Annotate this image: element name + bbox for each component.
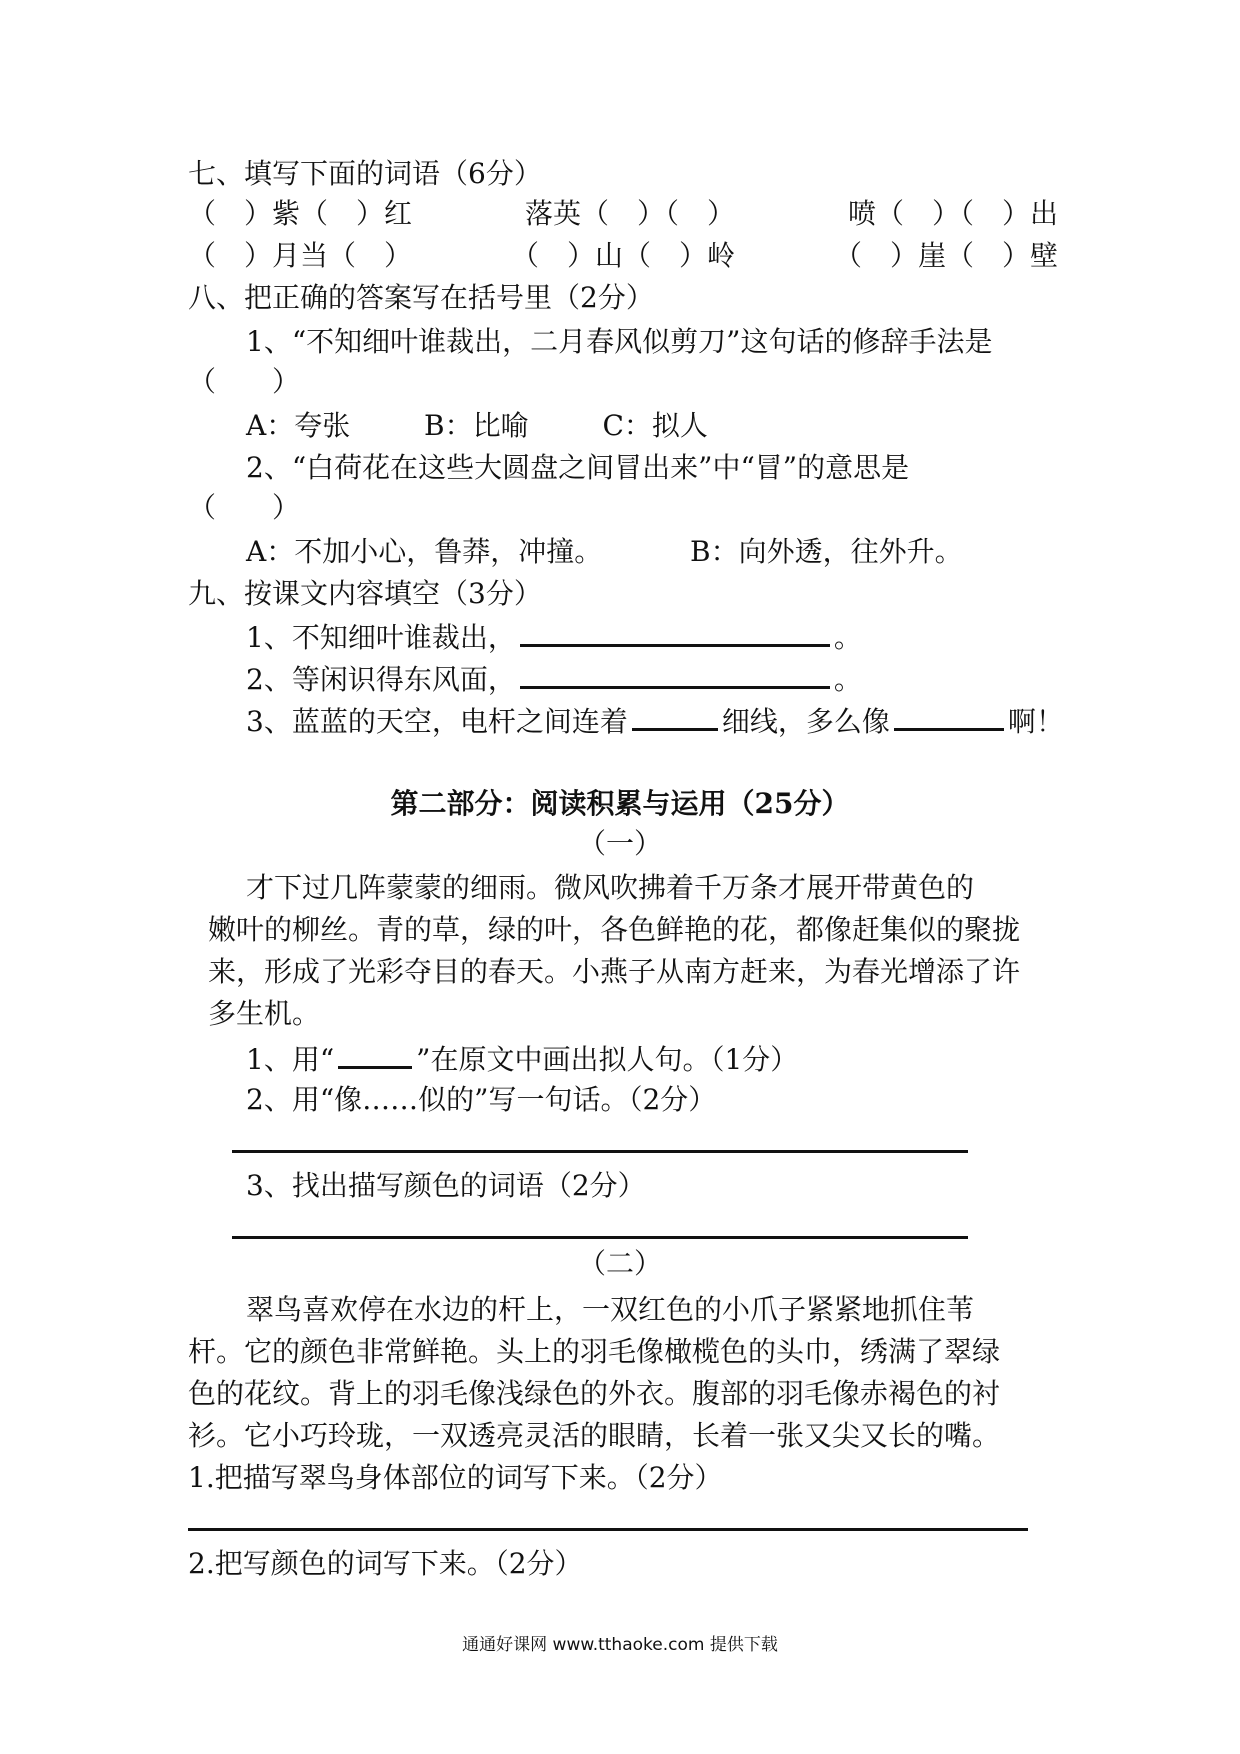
question-text: 细线，多么像 — [721, 705, 890, 738]
section-8-q2-options — [246, 534, 963, 570]
passage-1-question-3: 3、找出描写颜色的词语（2分） — [246, 1169, 646, 1202]
question-text: 3、蓝蓝的天空，电杆之间连着 — [246, 705, 628, 738]
answer-line[interactable] — [632, 702, 718, 731]
blank-phrase: 落英（ ）（ ） — [524, 197, 735, 230]
blank-phrase: （ ）月当（ ） — [188, 239, 413, 272]
blank-phrase: 喷（ ）（ ）出 — [847, 197, 1058, 230]
passage-1-question-1 — [246, 1040, 798, 1078]
option-b: B：向外透，往外升。 — [690, 535, 963, 568]
passage-1-line: 多生机。 — [208, 997, 321, 1030]
section-8-q1-options — [246, 408, 708, 444]
page-footer: 通通好课网 www.tthaoke.com 提供下载 — [462, 1635, 778, 1655]
section-9-title: 九、按课文内容填空（3分） — [188, 577, 542, 610]
option-b: B：比喻 — [424, 409, 529, 442]
question-text: ”在原文中画出拟人句。（1分） — [416, 1043, 799, 1076]
answer-paren: （ ） — [188, 365, 301, 398]
passage-1-line: 嫩叶的柳丝。青的草，绿的叶，各色鲜艳的花，都像赶集似的聚拢 — [208, 913, 1021, 946]
answer-line[interactable] — [520, 618, 830, 647]
section-7-title: 七、填写下面的词语（6分） — [188, 157, 542, 190]
passage-2-line: 色的花纹。背上的羽毛像浅绿色的外衣。腹部的羽毛像赤褐色的衬 — [188, 1377, 1001, 1410]
option-a: A：夸张 — [246, 409, 351, 442]
blank-phrase: （ ）山（ ）岭 — [510, 239, 735, 272]
passage-1-label: （一） — [577, 827, 662, 860]
section-7-row-2 — [188, 238, 1058, 274]
passage-1-question-2: 2、用“像……似的”写一句话。（2分） — [246, 1083, 717, 1116]
passage-2-question-2: 2.把写颜色的词写下来。（2分） — [188, 1547, 583, 1580]
section-9-question-1 — [246, 618, 862, 656]
answer-line[interactable] — [188, 1528, 1028, 1531]
answer-line[interactable] — [894, 702, 1004, 731]
question-text: 2、等闲识得东风面， — [246, 663, 516, 696]
section-9-question-3 — [246, 702, 1064, 740]
question-text: 1、用“ — [246, 1043, 335, 1076]
section-8-question-2: 2、“白荷花在这些大圆盘之间冒出来”中“冒”的意思是 — [246, 451, 910, 484]
part-2-title: 第二部分：阅读积累与运用（25分） — [390, 787, 850, 820]
question-text: 。 — [833, 663, 862, 696]
passage-1-line: 来，形成了光彩夺目的春天。小燕子从南方赶来，为春光增添了许 — [208, 955, 1021, 988]
section-8-question-1: 1、“不知细叶谁裁出，二月春风似剪刀”这句话的修辞手法是 — [246, 325, 993, 358]
question-text: 。 — [833, 621, 862, 654]
passage-1-line: 才下过几阵蒙蒙的细雨。微风吹拂着千万条才展开带黄色的 — [246, 871, 975, 904]
option-a: A：不加小心，鲁莽，冲撞。 — [246, 535, 603, 568]
passage-2-label: （二） — [577, 1247, 662, 1280]
blank-phrase: （ ）崖（ ）壁 — [833, 239, 1058, 272]
passage-2-question-1: 1.把描写翠鸟身体部位的词写下来。（2分） — [188, 1461, 723, 1494]
underline-sample — [338, 1040, 412, 1069]
section-9-question-2 — [246, 660, 862, 698]
question-text: 1、不知细叶谁裁出， — [246, 621, 516, 654]
answer-paren: （ ） — [188, 491, 301, 524]
answer-line[interactable] — [520, 660, 830, 689]
question-text: 啊！ — [1007, 705, 1064, 738]
section-7-row-1 — [188, 196, 1058, 232]
passage-2-line: 衫。它小巧玲珑，一双透亮灵活的眼睛，长着一张又尖又长的嘴。 — [188, 1419, 1001, 1452]
answer-line[interactable] — [232, 1236, 968, 1239]
passage-2-line: 杆。它的颜色非常鲜艳。头上的羽毛像橄榄色的头巾，绣满了翠绿 — [188, 1335, 1001, 1368]
blank-phrase: （ ）紫（ ）红 — [188, 197, 413, 230]
section-8-title: 八、把正确的答案写在括号里（2分） — [188, 281, 654, 314]
option-c: C：拟人 — [602, 409, 708, 442]
answer-line[interactable] — [232, 1150, 968, 1153]
passage-2-line: 翠鸟喜欢停在水边的杆上，一双红色的小爪子紧紧地抓住苇 — [246, 1293, 975, 1326]
